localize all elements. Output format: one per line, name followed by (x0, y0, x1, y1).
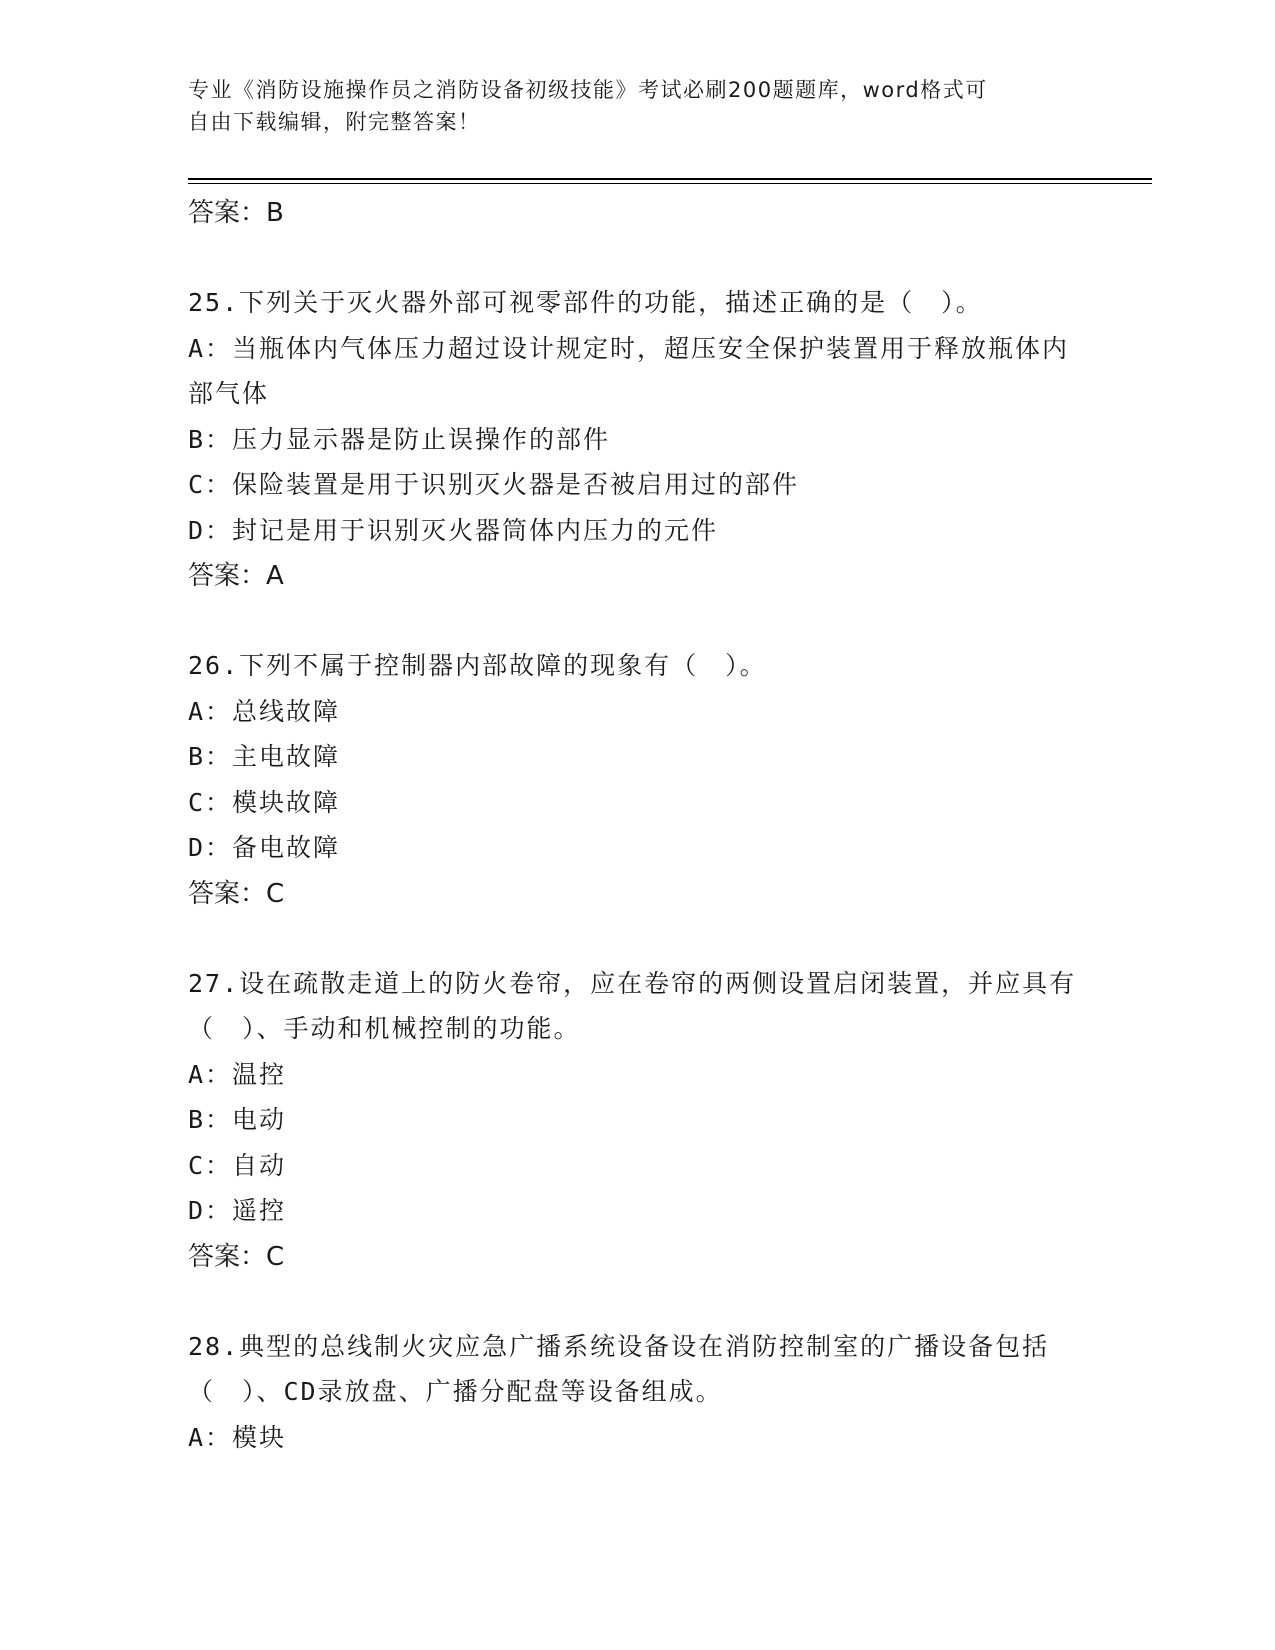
question-27 (188, 961, 1088, 1280)
answer: 答案：C (188, 878, 285, 909)
document-body (188, 190, 1088, 1460)
header-divider-thin (188, 183, 1152, 184)
previous-answer: 答案：B (188, 198, 284, 228)
header-line-2: 自由下载编辑，附完整答案！ (188, 110, 481, 134)
question-stem: 26.下列不属于控制器内部故障的现象有（ ）。 (188, 651, 767, 680)
answer: 答案：A (188, 561, 284, 591)
question-stem: 28.典型的总线制火灾应急广播系统设备设在消防控制室的广播设备包括（ ）、CD录放盘、广播分配盘等设备组成。 (188, 1331, 1050, 1406)
question-25 (188, 280, 1088, 599)
option-a: A：当瓶体内气体压力超过设计规定时，超压安全保护装置用于释放瓶体内部气体 (188, 333, 1070, 408)
question-stem: 25.下列关于灭火器外部可视零部件的功能，描述正确的是（ ）。 (188, 288, 983, 317)
page-header (188, 74, 1088, 138)
option-d: D：备电故障 (188, 833, 341, 862)
option-c: C：模块故障 (188, 787, 341, 817)
option-d: D：封记是用于识别灭火器筒体内压力的元件 (188, 515, 719, 545)
question-26 (188, 643, 1088, 917)
option-a: A：温控 (188, 1059, 287, 1089)
option-b: B：主电故障 (188, 742, 341, 771)
option-b: B：压力显示器是防止误操作的部件 (188, 424, 611, 454)
option-a: A：模块 (188, 1422, 287, 1452)
option-d: D：遥控 (188, 1196, 287, 1225)
option-c: C：自动 (188, 1150, 287, 1180)
answer: 答案：C (188, 1241, 285, 1272)
option-c: C：保险装置是用于识别灭火器是否被启用过的部件 (188, 470, 800, 499)
question-stem: 27.设在疏散走道上的防火卷帘，应在卷帘的两侧设置启闭装置，并应具有（ ）、手动和机械控制的功能。 (188, 968, 1077, 1043)
option-b: B：电动 (188, 1105, 287, 1134)
header-line-1: 专业《消防设施操作员之消防设备初级技能》考试必刷200题题库，word格式可 (188, 78, 988, 102)
question-28 (188, 1324, 1088, 1461)
header-divider (188, 178, 1152, 180)
option-a: A：总线故障 (188, 696, 341, 726)
